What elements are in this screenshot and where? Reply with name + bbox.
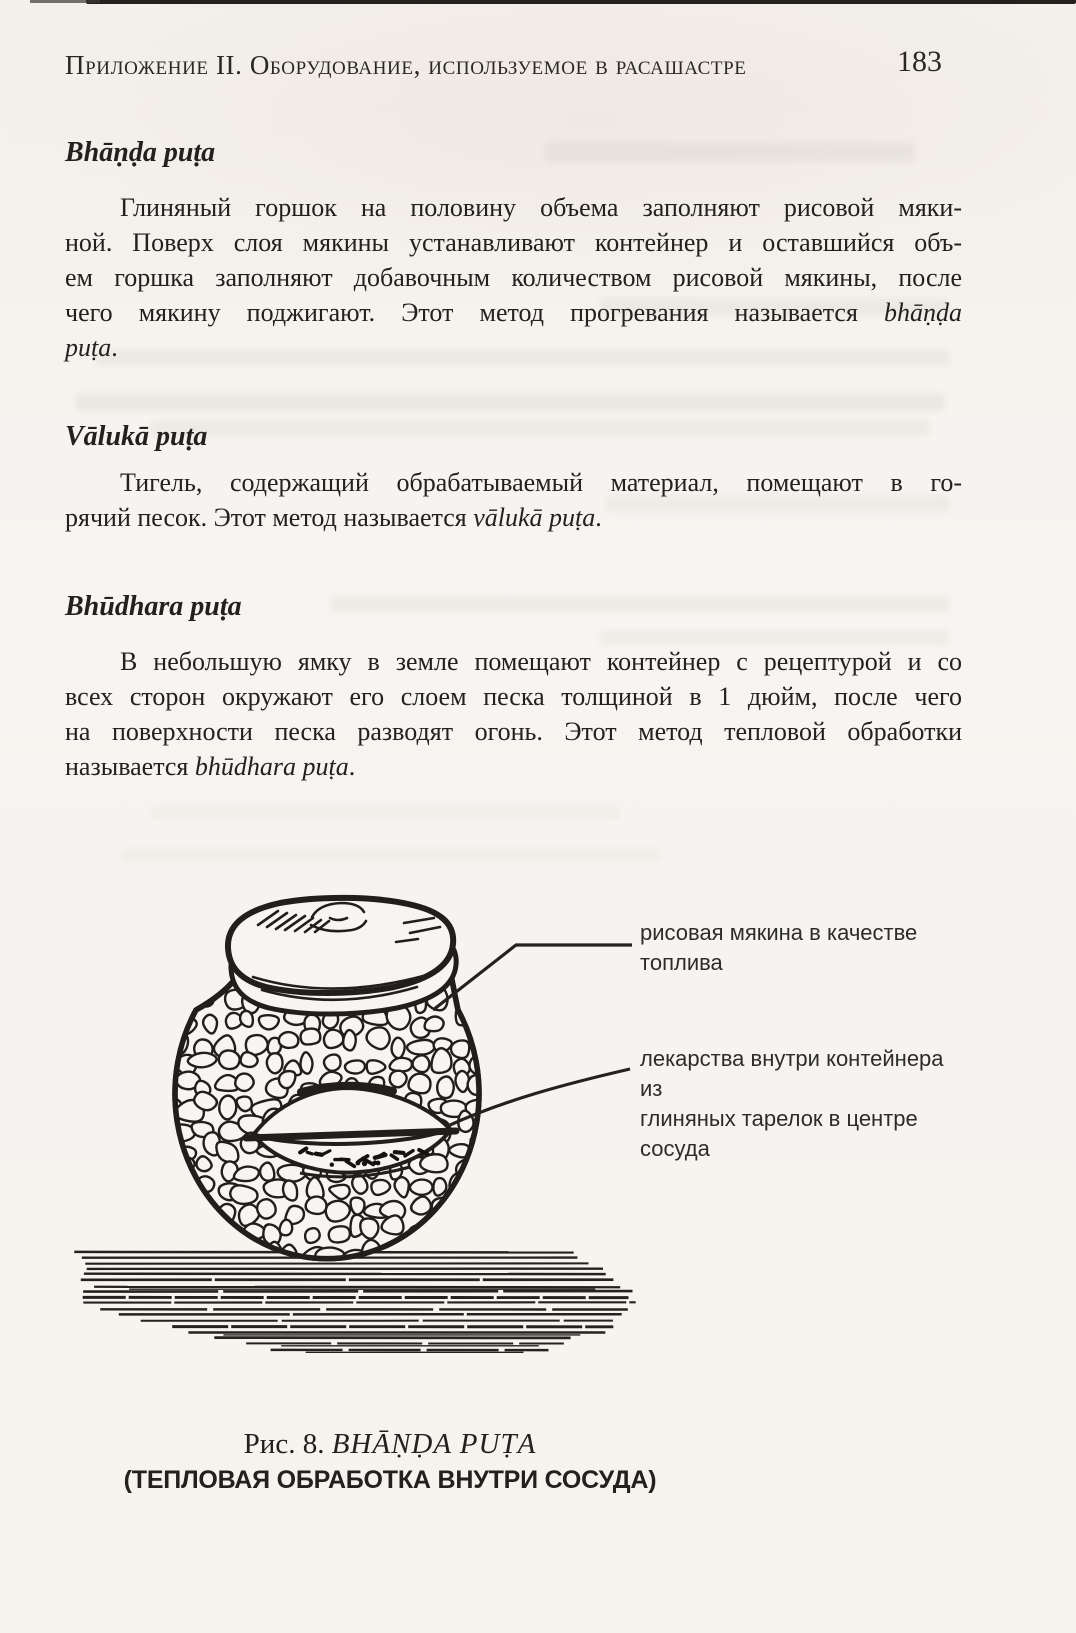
paragraph-valuka-puta: Тигель, содержащий обрабатываемый материал, помещают в го- рячий песок. Этот метод называется vālukā puṭa.	[65, 468, 962, 532]
scan-edge-artifact	[86, 0, 1076, 4]
leader-line-fuel	[433, 945, 632, 1010]
bleed-through-ghost	[545, 142, 915, 162]
section-heading-bhanda-puta: Bhāṇḍa puṭa	[65, 137, 216, 168]
ground-hatching	[74, 1252, 635, 1352]
pot-lid	[228, 898, 456, 1014]
caption-term: BHĀṆḌA PUṬA	[331, 1428, 537, 1460]
figure-label-fuel: рисовая мякина в качестве топлива	[640, 920, 918, 975]
paragraph-bhudhara-puta: В небольшую ямку в земле помещают контейнер с рецептурой и со всех сторон окружают его слоем песка толщиной в 1 дюйм, после чего на поверхности песка разводят огонь. Этот метод тепловой обработки называется bhūdhara puṭa.	[65, 647, 962, 781]
figure-label-medicine: лекарства внутри контейнера из глиняных тарелок в центре сосуда	[640, 1046, 944, 1161]
scan-edge-artifact	[30, 0, 100, 3]
bleed-through-ghost	[150, 806, 620, 820]
caption-figure-number: Рис. 8.	[243, 1428, 332, 1460]
bleed-through-ghost	[150, 420, 930, 436]
caption-line-1	[90, 1428, 690, 1461]
section-heading-bhudhara-puta: Bhūdhara puṭa	[65, 591, 242, 622]
caption-line-2: (ТЕПЛОВАЯ ОБРАБОТКА ВНУТРИ СОСУДА)	[123, 1466, 657, 1494]
paragraph-bhanda-puta: Глиняный горшок на половину объема заполняют рисовой мяки- ной. Поверх слоя мякины устанавливают контейнер и оставшийся объ- ем горшка заполняют добавочным количеством рисовой мякины, после чего мякину поджигают. Этот метод прогревания называется bhāṇḍa puṭa.	[65, 193, 962, 362]
figure-caption	[90, 1428, 690, 1495]
running-header: Приложение II. Оборудование, используемое в расашастре	[65, 50, 747, 80]
bleed-through-ghost	[330, 596, 950, 612]
bleed-through-ghost	[75, 393, 945, 411]
section-heading-valuka-puta: Vālukā puṭa	[65, 421, 208, 452]
figure-illustration	[0, 820, 700, 1360]
page-number: 183	[897, 45, 942, 78]
